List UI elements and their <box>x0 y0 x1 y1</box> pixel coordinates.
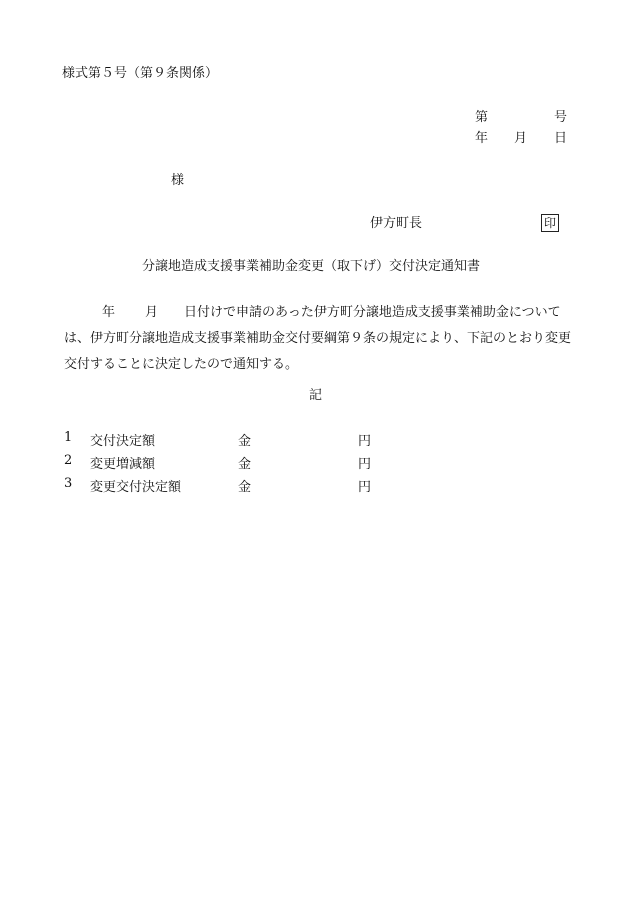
addressee-suffix: 様 <box>171 173 185 188</box>
body-paragraph <box>64 300 574 378</box>
item-number: 1 <box>64 430 73 445</box>
body-month: 月 <box>145 305 159 320</box>
date-year: 年 <box>475 131 489 146</box>
item-number: 3 <box>64 476 73 491</box>
item-label: 交付決定額 <box>90 434 156 449</box>
date-month: 月 <box>514 131 528 146</box>
amount-list <box>64 430 404 499</box>
document-title: 分譲地造成支援事業補助金変更（取下げ）交付決定通知書 <box>142 259 481 274</box>
item-kin: 金 <box>238 457 252 472</box>
body-text: 日付けで申請のあった伊方町分譲地造成支援事業補助金については、伊方町分譲地造成支援事業補助金交付要綱第９条の規定により、下記のとおり変更交付することに決定したので通知する。 <box>64 305 572 372</box>
issuer-name: 伊方町長 <box>370 216 423 231</box>
item-number: 2 <box>64 453 73 468</box>
item-yen: 円 <box>358 434 372 449</box>
seal-mark <box>541 214 559 232</box>
ki-heading: 記 <box>309 388 323 403</box>
list-item <box>64 453 404 476</box>
item-kin: 金 <box>238 434 252 449</box>
item-kin: 金 <box>238 480 252 495</box>
list-item <box>64 476 404 499</box>
item-yen: 円 <box>358 480 372 495</box>
number-go: 号 <box>554 110 568 125</box>
item-yen: 円 <box>358 457 372 472</box>
list-item <box>64 430 404 453</box>
item-label: 変更増減額 <box>90 457 156 472</box>
item-label: 変更交付決定額 <box>90 480 182 495</box>
number-dai: 第 <box>475 110 489 125</box>
form-label: 様式第５号（第９条関係） <box>62 66 219 81</box>
date-day: 日 <box>554 131 568 146</box>
seal-label: 印 <box>541 214 559 232</box>
body-year: 年 <box>102 305 116 320</box>
